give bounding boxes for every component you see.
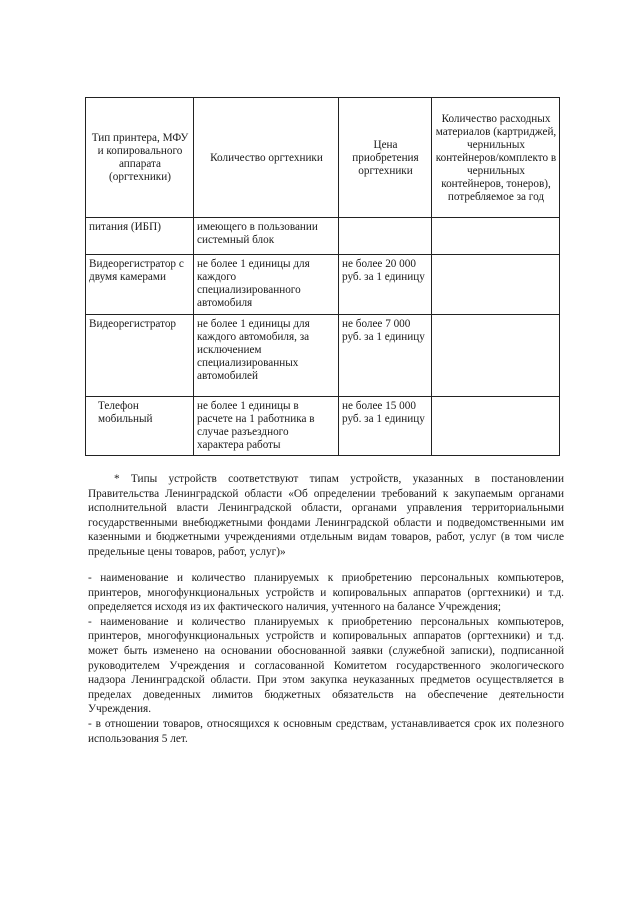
cell-price: не более 20 000 руб. за 1 единицу (339, 255, 432, 315)
header-type: Тип принтера, МФУ и копировального аппарата (оргтехники) (86, 98, 194, 218)
cell-type: питания (ИБП) (86, 218, 194, 255)
cell-type: Телефон мобильный (86, 397, 194, 456)
list-item: - наименование и количество планируемых к приобретению персональных компьютеров, принтеров, многофункциональных устройств и копировальных аппаратов (оргтехники) и т.д. может быть изменено на основании обоснованной заявки (служебной записки), подписанной руководителем Учреждения и согласованной Комитетом государственного экологического надзора Ленинградской области. При этом закупка неуказанных предметов осуществляется в пределах доведенных лимитов бюджетных обязательств на обеспечение деятельности Учреждения. (88, 615, 564, 716)
table-row (86, 315, 560, 397)
cell-consumables (432, 218, 560, 255)
list-item: - в отношении товаров, относящихся к основным средствам, устанавливается срок их полезного использования 5 лет. (88, 717, 564, 745)
cell-type: Видеорегистратор с двумя камерами (86, 255, 194, 315)
header-consumables: Количество расходных материалов (картриджей, чернильных контейнеров/комплекто в чернильных контейнеров, тонеров), потребляемое за год (432, 98, 560, 218)
list-item: - наименование и количество планируемых к приобретению персональных компьютеров, принтеров, многофункциональных устройств и копировальных аппаратов (оргтехники) и т.д. определяется исходя из их фактического наличия, учтенного на балансе Учреждения; (88, 572, 564, 614)
header-quantity: Количество оргтехники (194, 98, 339, 218)
cell-quantity: имеющего в пользовании системный блок (194, 218, 339, 255)
table-header-row (86, 98, 560, 218)
footnote (88, 472, 564, 560)
cell-price: не более 15 000 руб. за 1 единицу (339, 397, 432, 456)
cell-consumables (432, 397, 560, 456)
cell-type: Видеорегистратор (86, 315, 194, 397)
cell-quantity: не более 1 единицы для каждого автомобиля, за исключением специализированных автомобилей (194, 315, 339, 397)
table-row (86, 255, 560, 315)
cell-consumables (432, 255, 560, 315)
cell-consumables (432, 315, 560, 397)
footnote-text: * Типы устройств соответствуют типам устройств, указанных в постановлении Правительства Ленинградской области «Об определении требований к закупаемым органами исполнительной власти Ленинградской области, органами управления территориальными государственными внебюджетными фондами Ленинградской области и подведомственными им казенными и бюджетными учреждениями отдельным видам товаров, работ, услуг (в том числе предельные цены товаров, работ, услуг)» (88, 473, 564, 558)
table-row (86, 218, 560, 255)
cell-quantity: не более 1 единицы для каждого специализированного автомобиля (194, 255, 339, 315)
cell-quantity: не более 1 единицы в расчете на 1 работника в случае разъездного характера работы (194, 397, 339, 456)
header-price: Цена приобретения оргтехники (339, 98, 432, 218)
cell-price (339, 218, 432, 255)
cell-price: не более 7 000 руб. за 1 единицу (339, 315, 432, 397)
equipment-table (85, 97, 560, 456)
table-row (86, 397, 560, 456)
conditions-list (88, 571, 564, 746)
